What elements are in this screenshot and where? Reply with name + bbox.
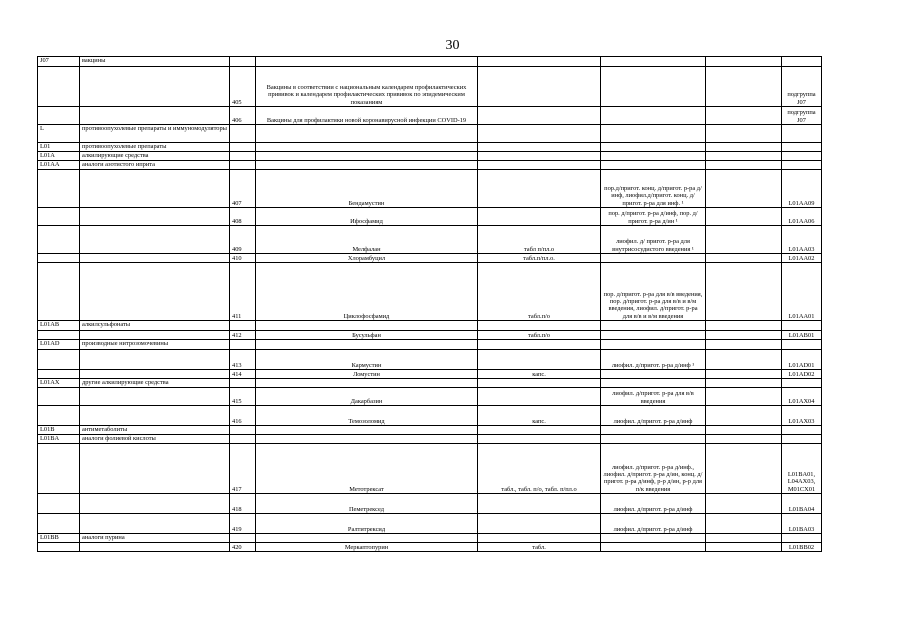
empty-cell xyxy=(706,370,782,379)
empty-cell xyxy=(706,57,782,67)
drug-list-table xyxy=(37,56,822,552)
atc-code-cell: L01A xyxy=(38,152,80,161)
item-number-cell: 409 xyxy=(230,226,256,254)
atc-code-cell xyxy=(38,226,80,254)
atc-reference-cell xyxy=(782,534,822,543)
injection-form-cell: лиофил. д/пригот. р-ра д/инф., лиофил. д/пригот. р-ра д/ин, конц. д/пригот. р-ра д/инф, р-р д/ин, р-р для п/к введения xyxy=(601,444,706,494)
oral-form-cell: табл п/пл.о xyxy=(478,226,601,254)
atc-reference-cell xyxy=(782,340,822,350)
atc-reference-cell: L01BA04 xyxy=(782,494,822,514)
drug-name-cell xyxy=(256,125,478,143)
table-row xyxy=(38,514,822,534)
empty-cell xyxy=(706,152,782,161)
group-description-cell xyxy=(80,370,230,379)
oral-form-cell xyxy=(478,350,601,370)
table-row xyxy=(38,406,822,426)
empty-cell xyxy=(706,388,782,406)
table-row xyxy=(38,125,822,143)
group-description-cell: антиметаболиты xyxy=(80,426,230,435)
drug-name-cell: Хлорамбуцил xyxy=(256,254,478,263)
table-row xyxy=(38,107,822,125)
item-number-cell xyxy=(230,321,256,331)
group-description-cell xyxy=(80,67,230,107)
drug-name-cell: Метотрексат xyxy=(256,444,478,494)
group-description-cell xyxy=(80,331,230,340)
injection-form-cell: лиофил. д/пригот. р-ра д/инф ¹ xyxy=(601,350,706,370)
table-row xyxy=(38,263,822,321)
table-row xyxy=(38,379,822,388)
table-row xyxy=(38,543,822,552)
atc-code-cell: L01AA xyxy=(38,161,80,170)
drug-name-cell: Ифосфамид xyxy=(256,208,478,226)
item-number-cell xyxy=(230,426,256,435)
page-number: 30 xyxy=(445,38,460,53)
item-number-cell: 410 xyxy=(230,254,256,263)
injection-form-cell: пор.д/пригот. конц. д/пригот. р-ра д/инф, лиофил.д/пригот. конц. д/пригот. р-ра для инф. ¹ xyxy=(601,170,706,208)
oral-form-cell: табл.п/пл.о. xyxy=(478,254,601,263)
injection-form-cell xyxy=(601,57,706,67)
item-number-cell xyxy=(230,340,256,350)
atc-reference-cell xyxy=(782,143,822,152)
oral-form-cell xyxy=(478,170,601,208)
oral-form-cell xyxy=(478,161,601,170)
item-number-cell xyxy=(230,379,256,388)
oral-form-cell xyxy=(478,388,601,406)
empty-cell xyxy=(706,67,782,107)
table-body xyxy=(38,57,822,552)
drug-name-cell xyxy=(256,379,478,388)
table-row xyxy=(38,534,822,543)
drug-name-cell: Дакарбазин xyxy=(256,388,478,406)
empty-cell xyxy=(706,406,782,426)
atc-reference-cell: L01AX03 xyxy=(782,406,822,426)
empty-cell xyxy=(706,254,782,263)
atc-code-cell xyxy=(38,444,80,494)
item-number-cell: 411 xyxy=(230,263,256,321)
item-number-cell: 415 xyxy=(230,388,256,406)
atc-reference-cell xyxy=(782,152,822,161)
drug-name-cell: Вакцины в соответствии с национальным календарем профилактических прививок и календарем профилактических прививок по эпидемическим показаниям xyxy=(256,67,478,107)
oral-form-cell: табл., табл. п/о, табл. п/пл.о xyxy=(478,444,601,494)
item-number-cell: 416 xyxy=(230,406,256,426)
item-number-cell: 414 xyxy=(230,370,256,379)
atc-reference-cell xyxy=(782,321,822,331)
atc-code-cell xyxy=(38,331,80,340)
table-row xyxy=(38,321,822,331)
item-number-cell: 407 xyxy=(230,170,256,208)
atc-reference-cell: L01BA01, L04AX03, M01CX01 xyxy=(782,444,822,494)
empty-cell xyxy=(706,321,782,331)
group-description-cell xyxy=(80,170,230,208)
oral-form-cell xyxy=(478,321,601,331)
atc-code-cell xyxy=(38,514,80,534)
atc-reference-cell: L01AB01 xyxy=(782,331,822,340)
atc-reference-cell: L01AD01 xyxy=(782,350,822,370)
atc-code-cell: L01AB xyxy=(38,321,80,331)
table-row xyxy=(38,426,822,435)
empty-cell xyxy=(706,208,782,226)
table-row xyxy=(38,57,822,67)
group-description-cell xyxy=(80,226,230,254)
table-row xyxy=(38,254,822,263)
atc-reference-cell xyxy=(782,426,822,435)
oral-form-cell: табл. xyxy=(478,543,601,552)
injection-form-cell xyxy=(601,161,706,170)
group-description-cell: алкилсульфонаты xyxy=(80,321,230,331)
group-description-cell: производные нитрозомочевины xyxy=(80,340,230,350)
atc-reference-cell xyxy=(782,125,822,143)
atc-reference-cell: подгруппа J07 xyxy=(782,107,822,125)
injection-form-cell xyxy=(601,435,706,444)
empty-cell xyxy=(706,340,782,350)
drug-name-cell: Пеметрексед xyxy=(256,494,478,514)
group-description-cell xyxy=(80,406,230,426)
group-description-cell xyxy=(80,263,230,321)
empty-cell xyxy=(706,514,782,534)
oral-form-cell: капс. xyxy=(478,370,601,379)
drug-name-cell xyxy=(256,57,478,67)
group-description-cell: противоопухолевые препараты xyxy=(80,143,230,152)
empty-cell xyxy=(706,143,782,152)
oral-form-cell: табл.п/о xyxy=(478,331,601,340)
oral-form-cell: табл.п/о xyxy=(478,263,601,321)
drug-name-cell: Бендамустин xyxy=(256,170,478,208)
table-row xyxy=(38,152,822,161)
table-row xyxy=(38,161,822,170)
table-row xyxy=(38,340,822,350)
injection-form-cell: пор. д/пригот. р-ра для в/в введения, пор. д/пригот. р-ра для в/в и в/м введения, лиофил. д/пригот. р-ра для в/в и в/м введения xyxy=(601,263,706,321)
group-description-cell: аналоги пурина xyxy=(80,534,230,543)
item-number-cell: 420 xyxy=(230,543,256,552)
group-description-cell: аналоги фолиевой кислоты xyxy=(80,435,230,444)
group-description-cell xyxy=(80,444,230,494)
item-number-cell xyxy=(230,57,256,67)
atc-reference-cell: L01AA09 xyxy=(782,170,822,208)
empty-cell xyxy=(706,534,782,543)
injection-form-cell: лиофил. д/ пригот. р-ра для внутрисосудистого введения ¹ xyxy=(601,226,706,254)
item-number-cell xyxy=(230,152,256,161)
drug-name-cell: Кармустин xyxy=(256,350,478,370)
injection-form-cell xyxy=(601,321,706,331)
atc-code-cell xyxy=(38,494,80,514)
item-number-cell xyxy=(230,143,256,152)
item-number-cell: 417 xyxy=(230,444,256,494)
atc-code-cell xyxy=(38,543,80,552)
injection-form-cell xyxy=(601,67,706,107)
table-row xyxy=(38,331,822,340)
item-number-cell xyxy=(230,161,256,170)
injection-form-cell xyxy=(601,543,706,552)
injection-form-cell xyxy=(601,340,706,350)
group-description-cell xyxy=(80,107,230,125)
empty-cell xyxy=(706,379,782,388)
empty-cell xyxy=(706,125,782,143)
injection-form-cell xyxy=(601,107,706,125)
atc-reference-cell: L01AA01 xyxy=(782,263,822,321)
drug-name-cell xyxy=(256,435,478,444)
empty-cell xyxy=(706,226,782,254)
table-row xyxy=(38,494,822,514)
drug-name-cell: Ломустин xyxy=(256,370,478,379)
atc-code-cell xyxy=(38,406,80,426)
table-row xyxy=(38,67,822,107)
drug-name-cell: Темозоломид xyxy=(256,406,478,426)
item-number-cell xyxy=(230,125,256,143)
atc-code-cell xyxy=(38,67,80,107)
atc-code-cell xyxy=(38,263,80,321)
atc-code-cell xyxy=(38,388,80,406)
item-number-cell: 413 xyxy=(230,350,256,370)
atc-code-cell: L xyxy=(38,125,80,143)
drug-name-cell xyxy=(256,152,478,161)
drug-name-cell: Вакцины для профилактики новой коронавирусной инфекции COVID-19 xyxy=(256,107,478,125)
oral-form-cell xyxy=(478,143,601,152)
atc-code-cell: L01AD xyxy=(38,340,80,350)
group-description-cell: другие алкилирующие средства xyxy=(80,379,230,388)
drug-name-cell xyxy=(256,340,478,350)
oral-form-cell xyxy=(478,67,601,107)
injection-form-cell xyxy=(601,125,706,143)
group-description-cell: алкилирующие средства xyxy=(80,152,230,161)
table-row xyxy=(38,388,822,406)
atc-reference-cell: L01BA03 xyxy=(782,514,822,534)
injection-form-cell xyxy=(601,331,706,340)
drug-name-cell xyxy=(256,534,478,543)
drug-name-cell: Циклофосфамид xyxy=(256,263,478,321)
drug-name-cell xyxy=(256,426,478,435)
group-description-cell: противоопухолевые препараты и иммуномодуляторы xyxy=(80,125,230,143)
group-description-cell xyxy=(80,254,230,263)
empty-cell xyxy=(706,170,782,208)
injection-form-cell xyxy=(601,534,706,543)
oral-form-cell xyxy=(478,107,601,125)
drug-name-cell: Ралтитрексид xyxy=(256,514,478,534)
atc-code-cell xyxy=(38,254,80,263)
empty-cell xyxy=(706,263,782,321)
group-description-cell xyxy=(80,208,230,226)
table-row xyxy=(38,350,822,370)
atc-code-cell xyxy=(38,208,80,226)
empty-cell xyxy=(706,444,782,494)
atc-reference-cell: L01BB02 xyxy=(782,543,822,552)
atc-reference-cell: L01AA03 xyxy=(782,226,822,254)
atc-reference-cell: L01AA02 xyxy=(782,254,822,263)
atc-reference-cell xyxy=(782,379,822,388)
injection-form-cell xyxy=(601,426,706,435)
item-number-cell: 412 xyxy=(230,331,256,340)
group-description-cell: аналоги азотистого иприта xyxy=(80,161,230,170)
oral-form-cell xyxy=(478,534,601,543)
atc-reference-cell xyxy=(782,57,822,67)
atc-reference-cell xyxy=(782,435,822,444)
atc-reference-cell: подгруппа J07 xyxy=(782,67,822,107)
drug-name-cell: Мелфалан xyxy=(256,226,478,254)
atc-code-cell xyxy=(38,107,80,125)
injection-form-cell xyxy=(601,152,706,161)
injection-form-cell xyxy=(601,143,706,152)
item-number-cell: 418 xyxy=(230,494,256,514)
table-row xyxy=(38,170,822,208)
atc-reference-cell: L01AX04 xyxy=(782,388,822,406)
oral-form-cell xyxy=(478,125,601,143)
injection-form-cell xyxy=(601,254,706,263)
empty-cell xyxy=(706,161,782,170)
oral-form-cell xyxy=(478,514,601,534)
atc-code-cell: L01BB xyxy=(38,534,80,543)
item-number-cell: 406 xyxy=(230,107,256,125)
atc-code-cell xyxy=(38,170,80,208)
injection-form-cell: лиофил. д/пригот. р-ра д/инф xyxy=(601,406,706,426)
item-number-cell xyxy=(230,534,256,543)
table-row xyxy=(38,143,822,152)
atc-code-cell: L01BA xyxy=(38,435,80,444)
item-number-cell xyxy=(230,435,256,444)
group-description-cell xyxy=(80,350,230,370)
atc-reference-cell: L01AA06 xyxy=(782,208,822,226)
injection-form-cell: лиофил. д/пригот. р-ра для в/в введения xyxy=(601,388,706,406)
table-row xyxy=(38,370,822,379)
atc-code-cell xyxy=(38,370,80,379)
atc-code-cell: L01 xyxy=(38,143,80,152)
injection-form-cell xyxy=(601,370,706,379)
oral-form-cell xyxy=(478,494,601,514)
empty-cell xyxy=(706,426,782,435)
item-number-cell: 408 xyxy=(230,208,256,226)
atc-code-cell: L01B xyxy=(38,426,80,435)
empty-cell xyxy=(706,543,782,552)
oral-form-cell xyxy=(478,379,601,388)
item-number-cell: 419 xyxy=(230,514,256,534)
drug-name-cell xyxy=(256,321,478,331)
oral-form-cell xyxy=(478,57,601,67)
atc-code-cell: J07 xyxy=(38,57,80,67)
oral-form-cell xyxy=(478,435,601,444)
drug-name-cell xyxy=(256,161,478,170)
empty-cell xyxy=(706,107,782,125)
atc-reference-cell xyxy=(782,161,822,170)
oral-form-cell xyxy=(478,152,601,161)
group-description-cell: вакцины xyxy=(80,57,230,67)
oral-form-cell xyxy=(478,426,601,435)
empty-cell xyxy=(706,435,782,444)
injection-form-cell: лиофил. д/пригот. р-ра д/инф xyxy=(601,514,706,534)
drug-name-cell: Меркаптопурин xyxy=(256,543,478,552)
table-row xyxy=(38,435,822,444)
empty-cell xyxy=(706,494,782,514)
atc-reference-cell: L01AD02 xyxy=(782,370,822,379)
oral-form-cell xyxy=(478,208,601,226)
table-row xyxy=(38,444,822,494)
injection-form-cell: пор. д/пригот. р-ра д/инф, пор. д/пригот. р-ра д/ин ¹ xyxy=(601,208,706,226)
item-number-cell: 405 xyxy=(230,67,256,107)
table-row xyxy=(38,208,822,226)
empty-cell xyxy=(706,350,782,370)
atc-code-cell xyxy=(38,350,80,370)
atc-code-cell: L01AX xyxy=(38,379,80,388)
empty-cell xyxy=(706,331,782,340)
drug-name-cell: Бусульфан xyxy=(256,331,478,340)
group-description-cell xyxy=(80,388,230,406)
table-row xyxy=(38,226,822,254)
group-description-cell xyxy=(80,514,230,534)
group-description-cell xyxy=(80,543,230,552)
group-description-cell xyxy=(80,494,230,514)
oral-form-cell: капс. xyxy=(478,406,601,426)
oral-form-cell xyxy=(478,340,601,350)
injection-form-cell: лиофил. д/пригот. р-ра д/инф xyxy=(601,494,706,514)
injection-form-cell xyxy=(601,379,706,388)
drug-name-cell xyxy=(256,143,478,152)
